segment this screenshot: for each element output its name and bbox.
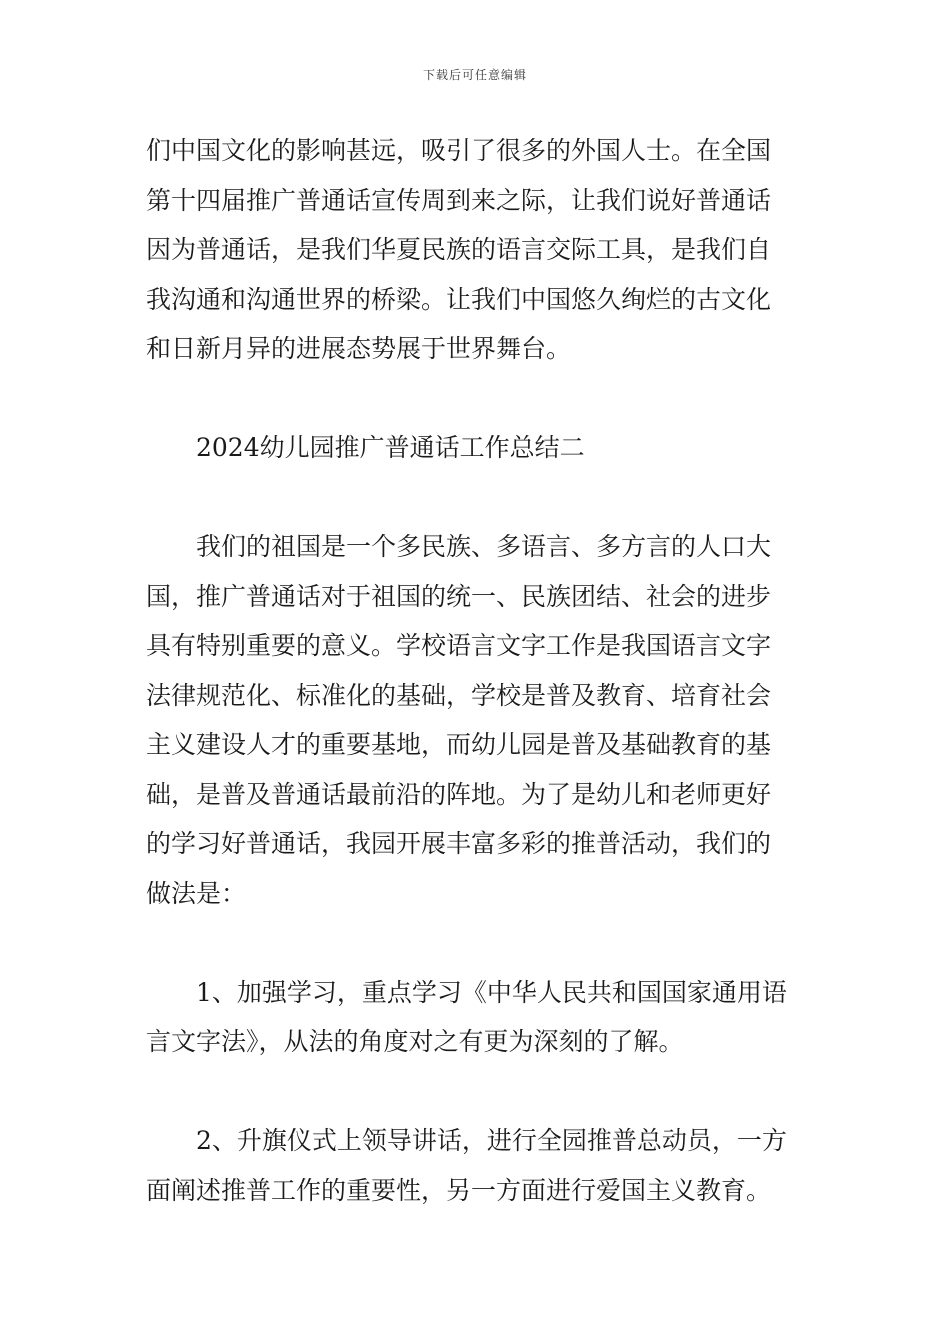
text-line: 1、加强学习，重点学习《中华人民共和国国家通用语 xyxy=(196,977,787,1007)
list-item xyxy=(146,968,808,1067)
text-line: 们中国文化的影响甚远，吸引了很多的外国人士。在全国 xyxy=(146,136,772,165)
text-line: 和日新月异的进展态势展于世界舞台。 xyxy=(146,334,572,363)
text-line: 面阐述推普工作的重要性，另一方面进行爱国主义教育。 xyxy=(146,1175,772,1205)
paragraph-gap xyxy=(146,1067,808,1117)
text-line: 做法是： xyxy=(146,878,247,908)
text-line: 2、升旗仪式上领导讲话，进行全园推普总动员，一方 xyxy=(196,1126,787,1155)
document-body xyxy=(146,126,808,1215)
text-line: 础，是普及普通话最前沿的阵地。为了是幼儿和老师更好 xyxy=(146,779,772,809)
text-line: 因为普通话，是我们华夏民族的语言交际工具，是我们自 xyxy=(146,235,772,264)
text-line: 国，推广普通话对于祖国的统一、民族团结、社会的进步 xyxy=(146,581,772,611)
text-line: 我沟通和沟通世界的桥梁。让我们中国悠久绚烂的古文化 xyxy=(146,284,772,314)
section-title: 2024幼儿园推广普通话工作总结二 xyxy=(196,433,585,462)
text-line: 我们的祖国是一个多民族、多语言、多方言的人口大 xyxy=(196,532,772,561)
text-line: 的学习好普通话，我园开展丰富多彩的推普活动，我们的 xyxy=(146,829,772,858)
text-line: 法律规范化、标准化的基础，学校是普及教育、培育社会 xyxy=(146,680,772,710)
paragraph-gap xyxy=(146,473,808,523)
header-note: 下载后可任意编辑 xyxy=(422,68,527,82)
text-line: 言文字法》，从法的角度对之有更为深刻的了解。 xyxy=(146,1027,684,1056)
paragraph xyxy=(146,126,808,374)
paragraph-gap xyxy=(146,918,808,968)
text-line: 具有特别重要的意义。学校语言文字工作是我国语言文字 xyxy=(146,631,772,660)
list-item xyxy=(146,1116,808,1215)
paragraph-gap xyxy=(146,374,808,424)
paragraph xyxy=(146,522,808,918)
text-line: 主义建设人才的重要基地，而幼儿园是普及基础教育的基 xyxy=(146,730,772,759)
text-line: 第十四届推广普通话宣传周到来之际，让我们说好普通话 xyxy=(146,185,772,215)
